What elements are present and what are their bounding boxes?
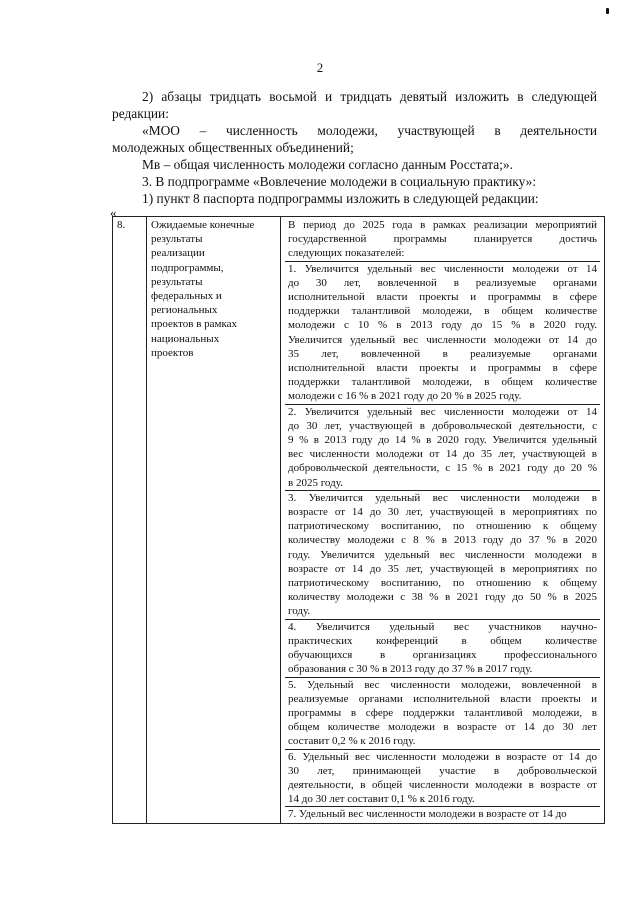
indicator-line: общем количестве молодежи в возрасте от 14 до 30 лет bbox=[288, 721, 597, 734]
indicator-line: следующих показателей: bbox=[288, 247, 405, 260]
indicator-line: государственной программы планируется достичь bbox=[288, 233, 597, 246]
scan-mark bbox=[606, 8, 609, 14]
table-row bbox=[113, 217, 605, 824]
indicator-block bbox=[285, 750, 600, 808]
page-number: 2 bbox=[316, 60, 324, 75]
indicator-line: исполнительной власти проекты и программы в сфере bbox=[288, 362, 597, 375]
indicator-line: реализуемые органами исполнительной власти проекты и bbox=[288, 692, 597, 705]
indicator-line: молодежи с 10 % в 2013 году до 15 % в 2020 году. bbox=[288, 319, 597, 332]
label-line: реализации bbox=[151, 247, 205, 260]
indicator-line: 2. Увеличится удельный вес численности молодежи от 14 bbox=[288, 405, 597, 418]
indicator-line: 3. Увеличится удельный вес численности молодежи в bbox=[288, 491, 597, 504]
passport-table bbox=[112, 216, 605, 824]
label-line: федеральных и bbox=[151, 290, 222, 303]
indicator-line: количеству молодежи с 38 % в 2021 году до 50 % в 2025 bbox=[288, 591, 597, 604]
paragraph-line: 3. В подпрограмме «Вовлечение молодежи в социальную практику»: bbox=[142, 174, 537, 189]
indicator-line: 30 лет, принимающей участие в добровольческой bbox=[288, 764, 597, 777]
indicator-line: в 2025 году. bbox=[288, 476, 343, 489]
paragraph-line: редакции: bbox=[112, 106, 169, 121]
indicator-line: 5. Удельный вес численности молодежи, вовлеченной в bbox=[288, 678, 597, 691]
indicator-line: образования с 30 % в 2013 году до 37 % в 2017 году. bbox=[288, 663, 533, 676]
paragraph-line: Мв – общая численность молодежи согласно данным Росстата;». bbox=[142, 157, 513, 172]
indicator-line: исполнительной власти проекты и программы в сфере bbox=[288, 291, 597, 304]
indicator-line: 35 лет, вовлеченной в реализуемые органами bbox=[288, 347, 597, 360]
indicator-line: составит 0,2 % к 2016 году. bbox=[288, 735, 416, 748]
indicator-line: до 30 лет, вовлеченной в реализуемые органами bbox=[288, 276, 597, 289]
indicator-line: молодежи с 16 % в 2021 году до 20 % в 2025 году. bbox=[288, 390, 522, 403]
opening-quote: « bbox=[110, 205, 117, 220]
indicator-line: патриотическому воспитанию, по отношению к общему bbox=[288, 520, 597, 533]
indicator-line: вес численности молодежи от 14 до 35 лет, участвующей в bbox=[288, 448, 597, 461]
label-line: Ожидаемые конечные bbox=[151, 219, 255, 231]
indicator-line: 6. Удельный вес численности молодежи в возрасте от 14 до bbox=[288, 750, 597, 763]
indicator-block bbox=[285, 262, 600, 405]
indicator-line: 1. Увеличится удельный вес численности молодежи от 14 bbox=[288, 262, 597, 275]
label-line: региональных bbox=[151, 304, 218, 317]
indicator-line: возрасте от 14 до 30 лет, участвующей в мероприятиях по bbox=[288, 506, 597, 519]
label-line: национальных bbox=[151, 332, 220, 345]
indicator-block bbox=[285, 678, 600, 750]
indicator-line: 4. Увеличится удельный вес участников научно- bbox=[288, 620, 597, 633]
indicator-line: добровольческой деятельности, с 15 % в 2021 году до 20 % bbox=[288, 462, 597, 475]
label-line: проектов bbox=[151, 346, 194, 359]
paragraph-line: молодежных общественных объединений; bbox=[112, 140, 354, 155]
label-line: проектов в рамках bbox=[151, 318, 238, 331]
indicator-line: обучающихся в организациях профессионального bbox=[288, 649, 597, 662]
indicator-line: деятельности, в общей численности молодежи в возрасте от bbox=[288, 778, 597, 791]
indicator-line: количеству молодежи с 8 % в 2013 году до 37 % в 2020 bbox=[288, 534, 597, 547]
indicator-line: Увеличится удельный вес численности молодежи от 14 до bbox=[288, 333, 597, 346]
indicator-line: программы в сфере поддержки талантливой молодежи, в bbox=[288, 706, 597, 719]
indicator-line: году. bbox=[288, 605, 311, 618]
label-line: подпрограммы, bbox=[151, 261, 224, 274]
indicator-line: патриотическому воспитанию, по отношению к общему bbox=[288, 577, 597, 590]
label-line: результаты bbox=[151, 233, 203, 246]
indicator-block bbox=[285, 491, 600, 620]
paragraph-line: 2) абзацы тридцать восьмой и тридцать девятый изложить в следующей bbox=[142, 89, 597, 104]
indicator-line: 7. Удельный вес численности молодежи в возрасте от 14 до bbox=[288, 808, 567, 821]
row-content-cell bbox=[281, 217, 605, 824]
row-label-cell bbox=[147, 217, 281, 824]
paragraph-line: 1) пункт 8 паспорта подпрограммы изложить в следующей редакции: bbox=[142, 191, 539, 206]
indicator-line: 9 % в 2013 году до 14 % в 2020 году. Увеличится удельный bbox=[288, 434, 597, 447]
indicator-line: до 30 лет, участвующей в добровольческой деятельности, с bbox=[288, 419, 597, 432]
indicator-line: поддержки талантливой молодежи, в общем количестве bbox=[288, 305, 597, 318]
indicator-line: году. Увеличится удельный вес численности молодежи в bbox=[288, 548, 597, 561]
indicator-line: возрасте от 14 до 35 лет, участвующей в мероприятиях по bbox=[288, 562, 597, 575]
label-line: результаты bbox=[151, 275, 203, 288]
indicator-line: практических конференций в общем количестве bbox=[288, 634, 597, 647]
indicator-line: поддержки талантливой молодежи, в общем количестве bbox=[288, 376, 597, 389]
row-number-cell: 8. bbox=[113, 217, 147, 824]
indicator-block bbox=[285, 807, 600, 821]
indicator-line: В период до 2025 года в рамках реализации мероприятий bbox=[288, 219, 597, 231]
indicator-block bbox=[285, 218, 600, 262]
paragraph-line: «МОО – численность молодежи, участвующей в деятельности bbox=[142, 123, 597, 138]
indicator-block bbox=[285, 620, 600, 678]
indicator-block bbox=[285, 405, 600, 491]
indicator-line: 14 до 30 лет составит 0,1 % к 2016 году. bbox=[288, 793, 475, 806]
